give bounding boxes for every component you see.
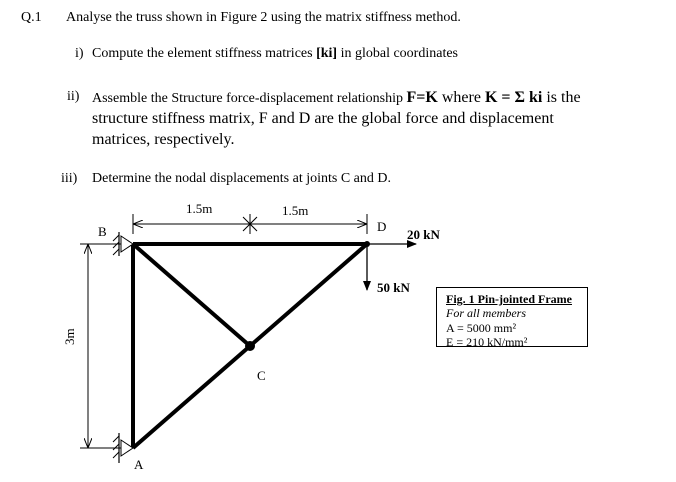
member-BC (133, 244, 250, 346)
item-3-number: iii) (61, 171, 78, 186)
item-2-line-1-c: is the (542, 89, 581, 106)
question-text: Analyse the truss shown in Figure 2 using the matrix stiffness method. (66, 10, 461, 25)
note-subtitle: For all members (446, 306, 526, 320)
load-label-vertical: 50 kN (377, 280, 410, 295)
item-2-sum-equation: K = Σ ki (484, 89, 543, 106)
item-2-line-2: structure stiffness matrix, F and D are the global force and displacement (92, 110, 554, 127)
item-2-equation: F=K (406, 89, 438, 106)
note-area: A = 5000 mm² (446, 321, 517, 335)
item-1-number: i) (75, 46, 84, 61)
item-3-text: Determine the nodal displacements at joints C and D. (92, 171, 391, 186)
note-title: Fig. 1 Pin-jointed Frame (446, 292, 572, 306)
joint-label-D: D (377, 219, 387, 234)
note-modulus: E = 210 kN/mm² (446, 335, 528, 349)
member-AC (133, 346, 250, 448)
joint-label-A: A (134, 457, 144, 472)
item-1-symbol: [ki] (316, 46, 338, 61)
load-label-horizontal: 20 kN (407, 227, 440, 242)
item-1-text-a: Compute the element stiffness matrices (92, 46, 317, 61)
item-1-text-b: in global coordinates (337, 46, 458, 61)
joint-label-C: C (257, 368, 266, 383)
question-number: Q.1 (21, 10, 42, 25)
joint-label-B: B (98, 224, 107, 239)
item-2-number: ii) (67, 89, 80, 104)
item-2-line-1-a: Assemble the Structure force-displacement relationship (92, 91, 407, 106)
item-2-line-1-b: where (437, 89, 485, 106)
dimension-label-left: 1.5m (186, 201, 213, 216)
joint-C-dot (245, 341, 255, 351)
dimension-label-right: 1.5m (282, 203, 309, 218)
member-CD (250, 244, 367, 346)
dimension-label-height: 3m (62, 328, 77, 345)
item-2-line-3: matrices, respectively. (92, 131, 235, 148)
